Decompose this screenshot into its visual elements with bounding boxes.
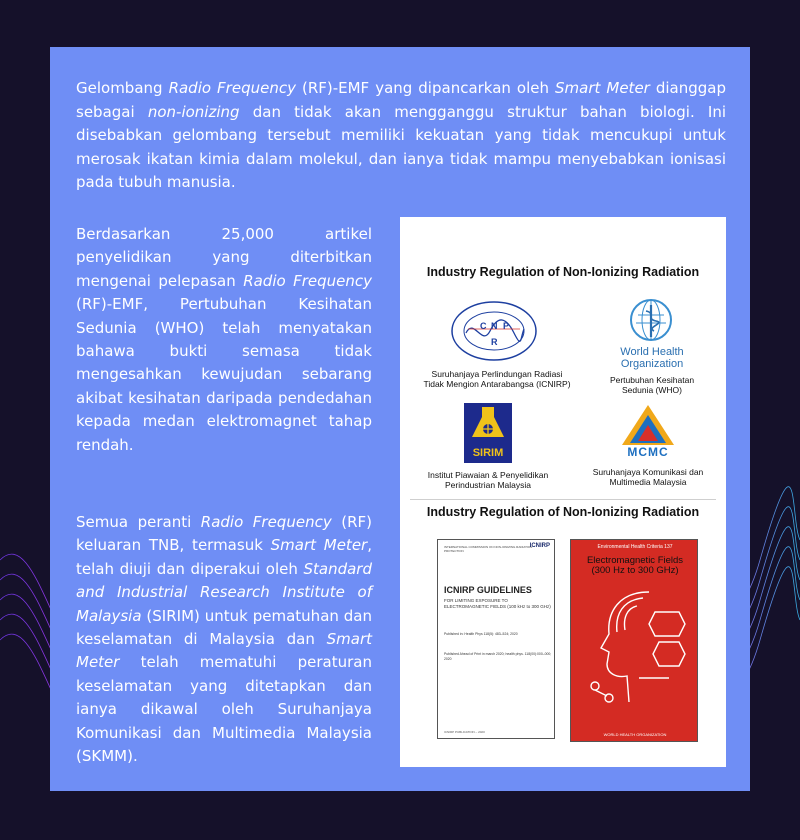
text-run-italic: Radio Frequency bbox=[200, 513, 332, 531]
sirim-flask-icon bbox=[464, 403, 512, 443]
caption-line: Suruhanjaya Komunikasi dan bbox=[592, 467, 704, 477]
text-run: , telah diuji dan diperakui oleh bbox=[76, 536, 372, 578]
wordmark-line: World Health bbox=[620, 346, 684, 358]
text-run-italic: Standard and Industrial Research Institute of Malaysia bbox=[76, 559, 372, 625]
icnirp-caption bbox=[412, 369, 582, 389]
document-publication: Published Ahead of Print in march 2020; health phys. 118(00):000–000; 2020 bbox=[444, 652, 552, 661]
text-run-italic: Smart Meter bbox=[270, 536, 368, 555]
text-run: dianggap sebagai bbox=[76, 79, 726, 121]
mcmc-wordmark: MCMC bbox=[627, 445, 669, 459]
content-card bbox=[50, 47, 750, 791]
sirim-paragraph bbox=[76, 511, 372, 768]
text-run-italic: Radio Frequency bbox=[243, 271, 372, 290]
svg-text:R: R bbox=[491, 337, 498, 347]
who-paragraph bbox=[76, 223, 372, 457]
panel-heading: Industry Regulation of Non-Ionizing Radiation bbox=[426, 505, 700, 519]
panel-heading: Industry Regulation of Non-Ionizing Radiation bbox=[426, 265, 700, 279]
icnirp-logo-icon bbox=[448, 299, 540, 363]
caption-line: Institut Piawaian & Penyelidikan bbox=[427, 470, 549, 480]
intro-paragraph bbox=[76, 77, 726, 195]
subtitle-line: ELECTROMAGNETIC FIELDS (100 kHz to 300 GHz) bbox=[444, 604, 551, 609]
text-run: (RF)-EMF, Pertubuhan Kesihatan Sedunia (WHO) telah menyatakan bahawa bukti semasa tidak mengesahkan kewujudan sebarang akibat kesihatan daripada pendedahan kepada medan elektromagnet tahap rendah. bbox=[76, 295, 372, 454]
text-run: telah mematuhi peraturan keselamatan yang ditetapkan dan ianya dikawal oleh Suruhanjaya Komunikasi dan Multimedia Malaysia (SKMM). bbox=[76, 653, 372, 766]
subtitle-line: FOR LIMITING EXPOSURE TO bbox=[444, 598, 508, 603]
svg-text:P: P bbox=[503, 321, 510, 331]
text-run-italic: Smart Meter bbox=[76, 630, 372, 672]
who-emblem-icon bbox=[628, 297, 674, 343]
caption-line: Tidak Mengion Antarabangsa (ICNIRP) bbox=[423, 379, 571, 389]
text-run: (SIRIM) untuk pematuhan dan keselamatan di Malaysia dan bbox=[76, 606, 372, 649]
caption-line: Pertubuhan Kesihatan bbox=[609, 375, 695, 385]
text-run: Gelombang bbox=[76, 79, 169, 97]
panel-divider bbox=[410, 499, 716, 500]
mcmc-logo-icon bbox=[618, 403, 678, 447]
svg-text:N: N bbox=[491, 321, 498, 331]
document-logo: ICNIRP bbox=[529, 543, 550, 549]
document-header: Environmental Health Criteria 137 bbox=[597, 544, 673, 550]
document-title: ICNIRP GUIDELINES bbox=[444, 585, 532, 595]
wordmark-line: Organization bbox=[620, 358, 684, 370]
text-run-italic: non-ionizing bbox=[147, 102, 240, 121]
text-run: (RF) keluaran TNB, termasuk bbox=[76, 513, 372, 555]
text-run: Berdasarkan 25,000 artikel penyelidikan yang diterbitkan mengenai pelepasan bbox=[76, 225, 372, 290]
who-caption bbox=[596, 375, 708, 395]
text-run-italic: Smart Meter bbox=[555, 79, 650, 97]
document-header: INTERNATIONAL COMMISSION ON NON-IONIZING RADIATION PROTECTION bbox=[444, 545, 533, 553]
who-wordmark bbox=[602, 346, 702, 370]
ehc-137-document bbox=[570, 539, 698, 742]
mcmc-caption bbox=[584, 467, 712, 487]
sirim-wordmark: SIRIM bbox=[472, 447, 504, 459]
document-footer: WORLD HEALTH ORGANIZATION bbox=[603, 732, 667, 737]
caption-line: Suruhanjaya Perlindungan Radiasi bbox=[431, 369, 563, 379]
text-run: (RF)-EMF yang dipancarkan oleh bbox=[295, 79, 556, 97]
text-run: dan tidak akan mengganggu struktur bahan biologi. Ini disebabkan gelombang tersebut memiliki kekuatan yang tidak mencukupi untuk merosak ikatan kimia dalam molekul, dan ianya tidak mampu menyebabkan ionisasi pada tubuh manusia. bbox=[76, 102, 727, 191]
sirim-logo bbox=[464, 403, 512, 463]
document-subtitle bbox=[444, 598, 552, 610]
head-profile-illustration-icon bbox=[579, 582, 691, 722]
title-line: (300 Hz to 300 GHz) bbox=[591, 565, 679, 576]
text-run: Semua peranti bbox=[76, 513, 201, 531]
text-run-italic: Radio Frequency bbox=[168, 79, 296, 97]
icnirp-guidelines-document bbox=[437, 539, 555, 739]
caption-line: Multimedia Malaysia bbox=[609, 477, 687, 487]
title-line: Electromagnetic Fields bbox=[586, 555, 684, 566]
document-title bbox=[571, 556, 699, 576]
sirim-caption bbox=[408, 470, 568, 490]
caption-line: Sedunia (WHO) bbox=[622, 385, 682, 395]
caption-line: Perindustrian Malaysia bbox=[445, 480, 531, 490]
regulation-panel bbox=[400, 217, 726, 767]
svg-text:C: C bbox=[480, 321, 487, 331]
document-publication: Published in: Health Phys 118(5): 483–524; 2020 bbox=[444, 632, 518, 636]
document-footer: ICNIRP PUBLICATION – 2020 bbox=[444, 730, 485, 734]
